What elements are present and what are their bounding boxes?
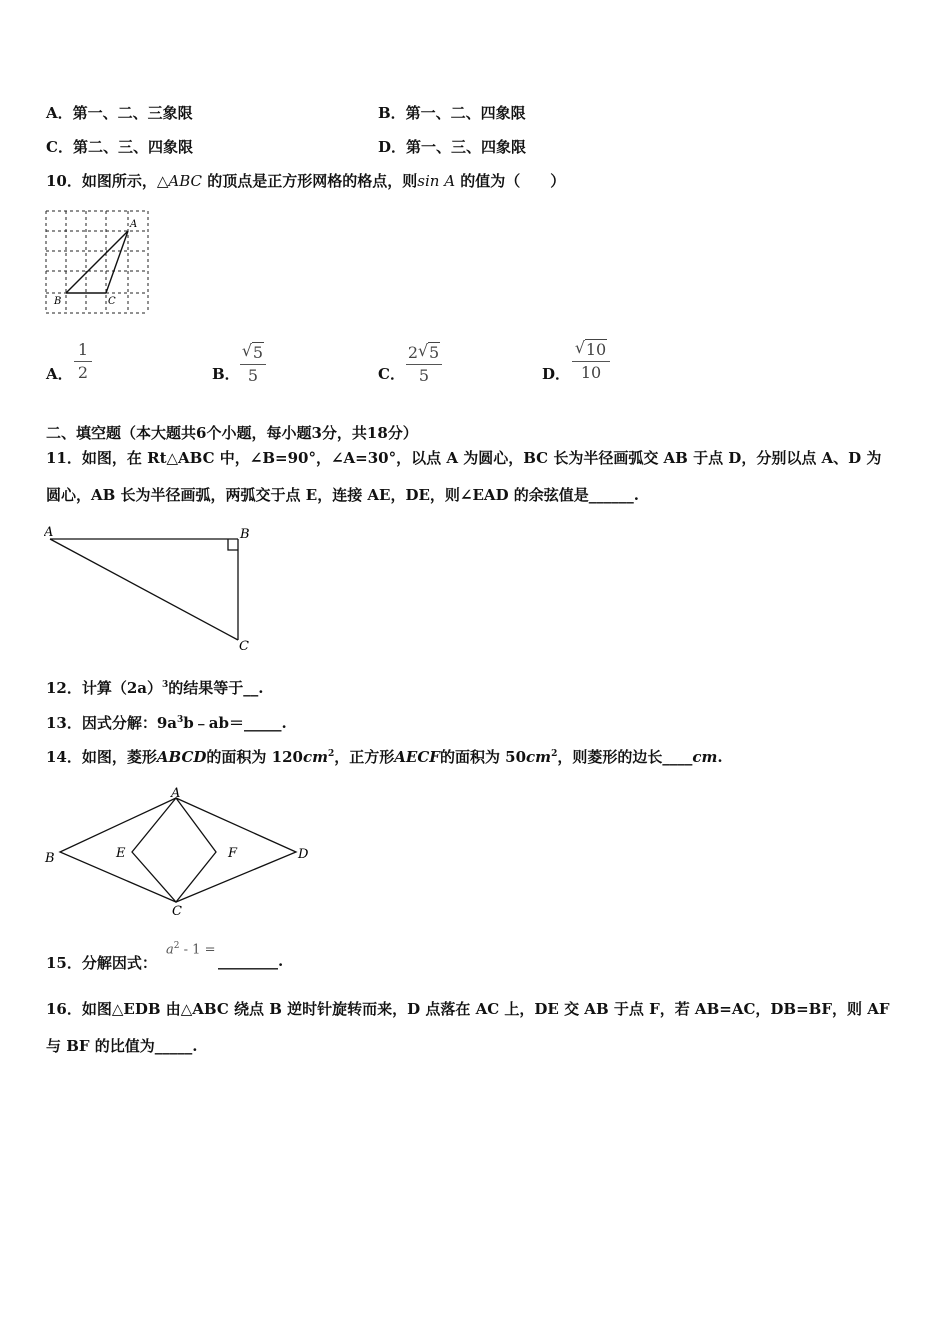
q10-d-num: 10 xyxy=(585,340,607,359)
q15-expr-exp: 2 xyxy=(173,941,180,951)
q10-label-c: C xyxy=(108,296,116,307)
q14-mid1: 的面积为 120 xyxy=(206,748,303,766)
q10-grid-figure xyxy=(44,209,152,317)
q10-a-num: 1 xyxy=(77,340,89,359)
q11-label-c: C xyxy=(239,639,249,654)
q15-expr-rest: - 1 = xyxy=(183,942,216,958)
q14-label-f: F xyxy=(228,846,238,861)
q10-label-a: A xyxy=(130,219,138,230)
q10-option-b-label: B． xyxy=(212,365,240,383)
q9-option-c: C．第二、三、四象限 xyxy=(46,138,193,156)
q10-b-den: 5 xyxy=(247,366,259,385)
q12-exp: 3 xyxy=(162,680,169,690)
q14-exp-2: 2 xyxy=(551,749,558,759)
q12-text xyxy=(46,677,264,698)
q15-pre: 15．分解因式： xyxy=(46,954,157,972)
q14-text xyxy=(46,746,723,767)
q14-label-c: C xyxy=(172,904,182,918)
q11-label-b: B xyxy=(240,527,250,542)
q10-option-c-label: C． xyxy=(378,365,405,383)
q14-label-a: A xyxy=(171,786,181,801)
q15-blank: ________. xyxy=(218,952,284,970)
q10-option-d-fraction xyxy=(572,340,610,383)
q10-option-d-label: D． xyxy=(542,365,571,383)
q10-sin: sin A xyxy=(417,172,456,190)
q10-option-a-label: A． xyxy=(46,365,73,383)
q14-abcd: ABCD xyxy=(156,748,207,766)
q9-option-d: D．第一、三、四象限 xyxy=(378,138,527,156)
q10-c-num: 5 xyxy=(429,343,440,362)
q10-stem-mid: 的顶点是正方形网格的格点，则 xyxy=(207,172,418,190)
q10-triangle: △ABC xyxy=(156,172,203,190)
q14-label-b: B xyxy=(45,851,55,866)
q11-line1: 11．如图，在 Rt△ABC 中，∠B=90°，∠A=30°，以点 A 为圆心，BC 长为半径画弧交 AB 于点 D，分别以点 A、D 为 xyxy=(46,449,882,467)
q13-text xyxy=(46,712,287,733)
q12-pre: 12．计算（2a） xyxy=(46,679,163,697)
q16-line2: 与 BF 的比值为_____. xyxy=(46,1037,198,1055)
q12-post: 的结果等于__. xyxy=(168,679,264,697)
q15-expression xyxy=(166,941,215,957)
q14-end: . xyxy=(717,748,723,766)
q14-mid2: ，正方形 xyxy=(334,748,395,766)
q10-stem xyxy=(46,170,565,191)
q10-option-b-fraction xyxy=(240,343,266,386)
q14-label-e: E xyxy=(116,846,126,861)
q10-stem-pre: 10．如图所示， xyxy=(46,172,157,190)
q14-label-d: D xyxy=(298,847,309,862)
q10-option-c-fraction xyxy=(406,343,442,386)
q13-exp: 3 xyxy=(177,715,184,725)
q14-cm-3: cm xyxy=(692,748,718,766)
q14-aecf: AECF xyxy=(394,748,440,766)
q14-mid3: 的面积为 50 xyxy=(439,748,527,766)
q13-post: b﹣ab＝_____. xyxy=(183,714,287,732)
q10-d-den: 10 xyxy=(580,363,602,382)
q14-cm-2: cm xyxy=(526,748,552,766)
q10-option-a-fraction xyxy=(74,340,92,383)
q9-option-b: B．第一、二、四象限 xyxy=(378,104,526,122)
q11-label-a: A xyxy=(44,525,54,540)
q10-label-b: B xyxy=(54,296,62,307)
q10-b-num: 5 xyxy=(252,343,264,362)
q10-c-coef: 2 xyxy=(407,343,418,362)
q16-line1: 16．如图△EDB 由△ABC 绕点 B 逆时针旋转而来，D 点落在 AC 上，DE 交 AB 于点 F，若 AB=AC，DB=BF，则 AF xyxy=(46,1000,890,1018)
q14-pre: 14．如图，菱形 xyxy=(46,748,157,766)
q14-rhombus-figure xyxy=(44,784,312,918)
q11-line2: 圆心，AB 长为半径画弧，两弧交于点 E，连接 AE，DE，则∠EAD 的余弦值是______. xyxy=(46,486,640,504)
q10-a-den: 2 xyxy=(77,363,89,382)
q11-triangle-figure xyxy=(44,524,256,654)
q9-option-a: A．第一、二、三象限 xyxy=(46,104,193,122)
q10-stem-post: 的值为（ ） xyxy=(460,172,566,190)
q14-mid4: ，则菱形的边长____ xyxy=(557,748,693,766)
section-title: 二、填空题（本大题共6个小题，每小题3分，共18分） xyxy=(46,424,418,442)
q13-pre: 13．因式分解：9a xyxy=(46,714,178,732)
q14-exp-1: 2 xyxy=(327,749,335,759)
q10-c-den: 5 xyxy=(418,366,430,385)
q15-expr-a: a xyxy=(166,942,174,958)
q14-cm-1: cm xyxy=(302,748,328,766)
